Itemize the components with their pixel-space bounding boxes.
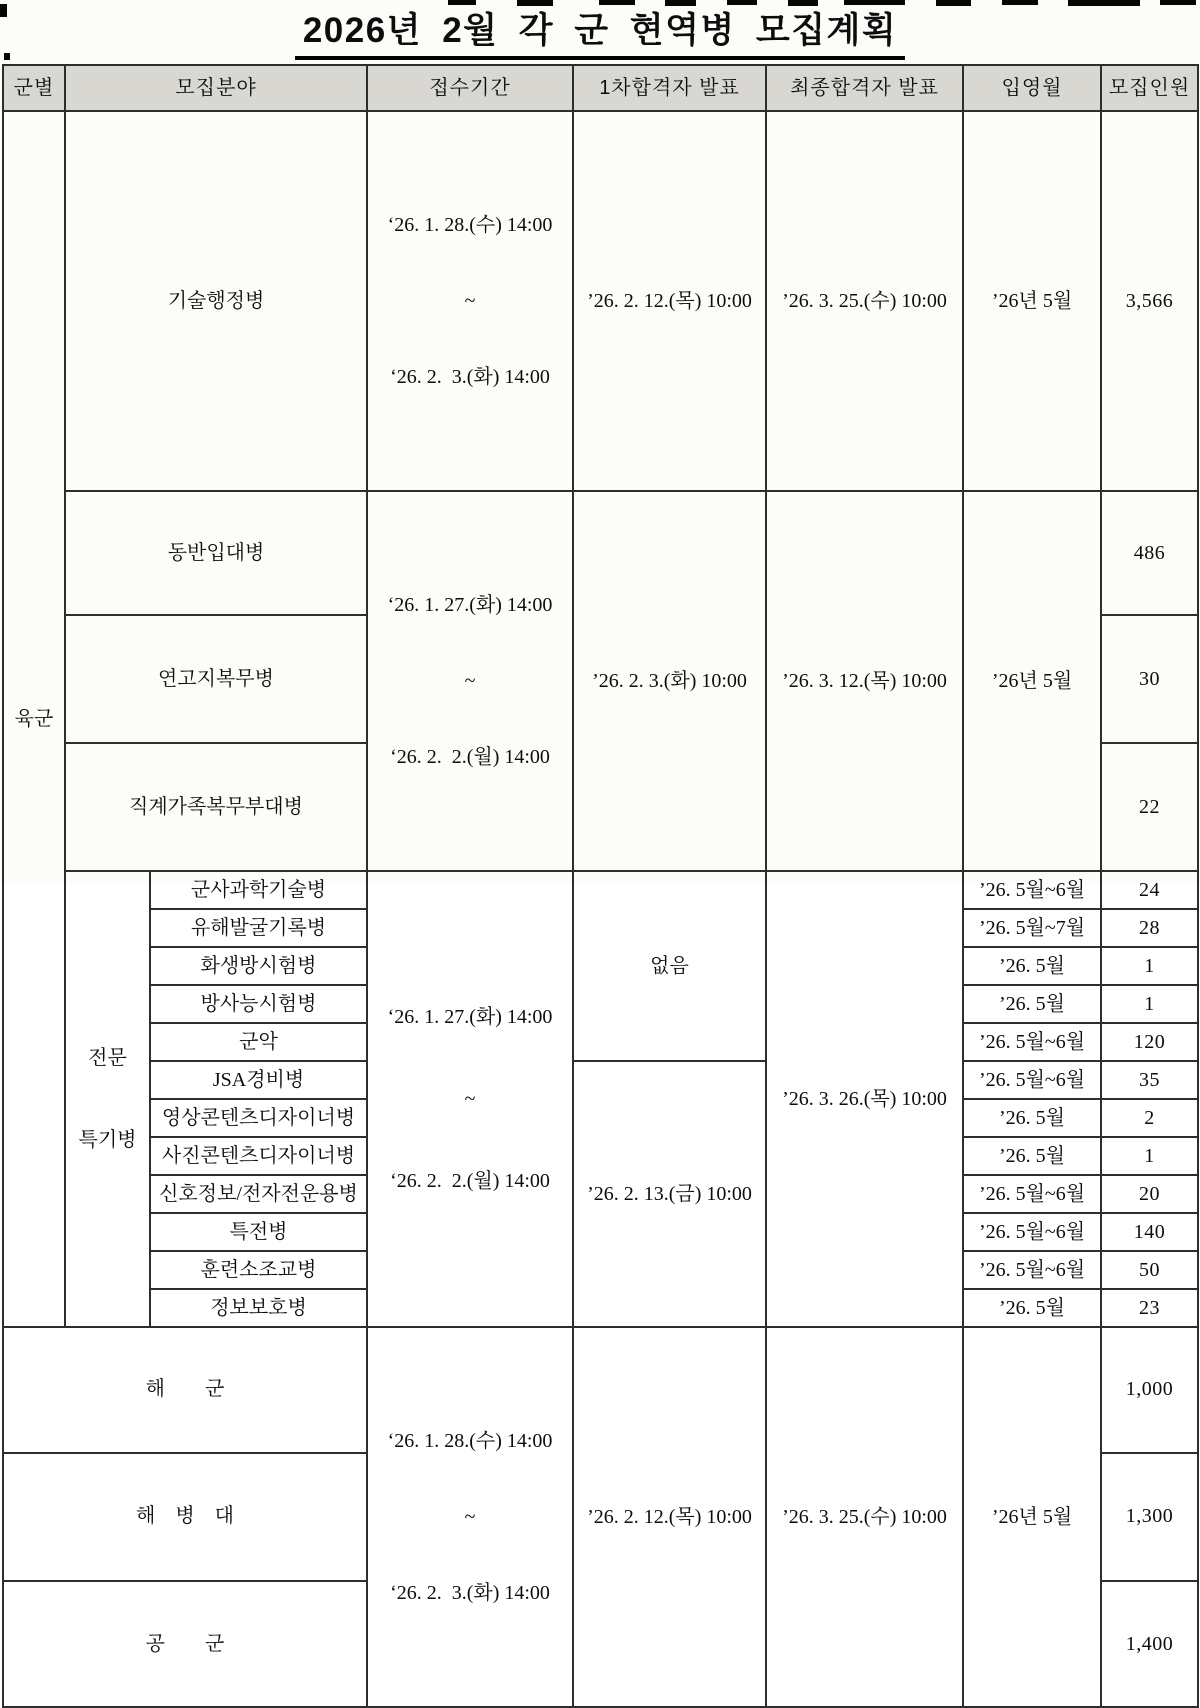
period-tilde: ~ (464, 670, 476, 692)
final-pass-cell: ’26. 3. 25.(수) 10:00 (766, 1327, 963, 1707)
field-cell: 직계가족복무부대병 (65, 743, 367, 871)
quota-cell: 2 (1101, 1099, 1198, 1137)
field-cell: 사진콘텐츠디자이너병 (150, 1137, 367, 1175)
enlist-month-cell: ’26. 5월~6월 (963, 1023, 1101, 1061)
header-field: 모집분야 (65, 65, 367, 111)
field-cell: 동반입대병 (65, 491, 367, 615)
period-cell (367, 1327, 573, 1707)
recruitment-plan-table (2, 64, 1199, 1708)
document-header (0, 3, 1200, 60)
field-cell: 훈련소조교병 (150, 1251, 367, 1289)
quota-cell: 35 (1101, 1061, 1198, 1099)
quota-cell: 1,300 (1101, 1453, 1198, 1582)
period-cell (367, 111, 573, 491)
period-end: ‘26. 2. 2.(월) 14:00 (390, 1170, 550, 1192)
header-quota: 모집인원 (1101, 65, 1198, 111)
page-title: 2026년 2월 각 군 현역병 모집계획 (295, 3, 905, 60)
final-pass-cell: ’26. 3. 12.(목) 10:00 (766, 491, 963, 871)
period-start: ‘26. 1. 27.(화) 14:00 (387, 594, 553, 616)
field-cell: 유해발굴기록병 (150, 909, 367, 947)
enlist-month-cell: ’26. 5월~6월 (963, 871, 1101, 909)
enlist-month-cell: ’26년 5월 (963, 1327, 1101, 1707)
first-pass-cell: ’26. 2. 3.(화) 10:00 (573, 491, 766, 871)
quota-cell: 1 (1101, 985, 1198, 1023)
field-cell: 특전병 (150, 1213, 367, 1251)
field-cell: 군사과학기술병 (150, 871, 367, 909)
period-end: ‘26. 2. 2.(월) 14:00 (390, 746, 550, 768)
branch-cell-army: 육군 (3, 111, 65, 1327)
header-period: 접수기간 (367, 65, 573, 111)
quota-cell: 50 (1101, 1251, 1198, 1289)
quota-cell: 120 (1101, 1023, 1198, 1061)
period-start: ‘26. 1. 27.(화) 14:00 (387, 1006, 553, 1028)
enlist-month-cell: ’26. 5월~6월 (963, 1061, 1101, 1099)
header-first-pass: 1차합격자 발표 (573, 65, 766, 111)
field-cell: 기술행정병 (65, 111, 367, 491)
table-row (3, 491, 1198, 615)
quota-cell: 20 (1101, 1175, 1198, 1213)
period-end: ‘26. 2. 3.(화) 14:00 (390, 366, 550, 388)
period-end: ‘26. 2. 3.(화) 14:00 (390, 1582, 550, 1604)
field-cell: 화생방시험병 (150, 947, 367, 985)
quota-cell: 1 (1101, 1137, 1198, 1175)
enlist-month-cell: ’26. 5월~7월 (963, 909, 1101, 947)
group-label-line: 전문 (88, 1047, 127, 1069)
header-enlist-month: 입영월 (963, 65, 1101, 111)
first-pass-cell-none: 없음 (573, 871, 766, 1061)
table-row (3, 871, 1198, 909)
field-cell: 영상콘텐츠디자이너병 (150, 1099, 367, 1137)
period-start: ‘26. 1. 28.(수) 14:00 (387, 214, 553, 236)
field-cell: 방사능시험병 (150, 985, 367, 1023)
header-final-pass: 최종합격자 발표 (766, 65, 963, 111)
final-pass-cell: ’26. 3. 25.(수) 10:00 (766, 111, 963, 491)
field-cell: 연고지복무병 (65, 615, 367, 743)
quota-cell: 3,566 (1101, 111, 1198, 491)
field-cell: 신호정보/전자전운용병 (150, 1175, 367, 1213)
enlist-month-cell: ’26년 5월 (963, 111, 1101, 491)
field-cell: 군악 (150, 1023, 367, 1061)
header-branch: 군별 (3, 65, 65, 111)
period-tilde: ~ (464, 290, 476, 312)
first-pass-cell: ’26. 2. 13.(금) 10:00 (573, 1061, 766, 1327)
enlist-month-cell: ’26. 5월~6월 (963, 1175, 1101, 1213)
enlist-month-cell: ’26년 5월 (963, 491, 1101, 871)
enlist-month-cell: ’26. 5월 (963, 1099, 1101, 1137)
enlist-month-cell: ’26. 5월~6월 (963, 1251, 1101, 1289)
group-cell-special (65, 871, 150, 1327)
table-row (3, 1327, 1198, 1453)
quota-cell: 28 (1101, 909, 1198, 947)
branch-cell-airforce: 공 군 (3, 1581, 367, 1707)
quota-cell: 1,000 (1101, 1327, 1198, 1453)
branch-cell-navy: 해 군 (3, 1327, 367, 1453)
quota-cell: 24 (1101, 871, 1198, 909)
quota-cell: 23 (1101, 1289, 1198, 1327)
group-label-line: 특기병 (78, 1129, 137, 1151)
period-cell (367, 491, 573, 871)
table-header-row (3, 65, 1198, 111)
enlist-month-cell: ’26. 5월~6월 (963, 1213, 1101, 1251)
period-tilde: ~ (464, 1506, 476, 1528)
table-row (3, 1061, 1198, 1099)
enlist-month-cell: ’26. 5월 (963, 947, 1101, 985)
enlist-month-cell: ’26. 5월 (963, 1137, 1101, 1175)
quota-cell: 1 (1101, 947, 1198, 985)
final-pass-cell: ’26. 3. 26.(목) 10:00 (766, 871, 963, 1327)
quota-cell: 30 (1101, 615, 1198, 743)
quota-cell: 486 (1101, 491, 1198, 615)
quota-cell: 1,400 (1101, 1581, 1198, 1707)
branch-cell-marines: 해 병 대 (3, 1453, 367, 1582)
first-pass-cell: ’26. 2. 12.(목) 10:00 (573, 1327, 766, 1707)
period-start: ‘26. 1. 28.(수) 14:00 (387, 1430, 553, 1452)
period-tilde: ~ (464, 1088, 476, 1110)
quota-cell: 22 (1101, 743, 1198, 871)
first-pass-cell: ’26. 2. 12.(목) 10:00 (573, 111, 766, 491)
table-row (3, 111, 1198, 491)
field-cell: JSA경비병 (150, 1061, 367, 1099)
enlist-month-cell: ’26. 5월 (963, 985, 1101, 1023)
enlist-month-cell: ’26. 5월 (963, 1289, 1101, 1327)
field-cell: 정보보호병 (150, 1289, 367, 1327)
period-cell (367, 871, 573, 1327)
quota-cell: 140 (1101, 1213, 1198, 1251)
